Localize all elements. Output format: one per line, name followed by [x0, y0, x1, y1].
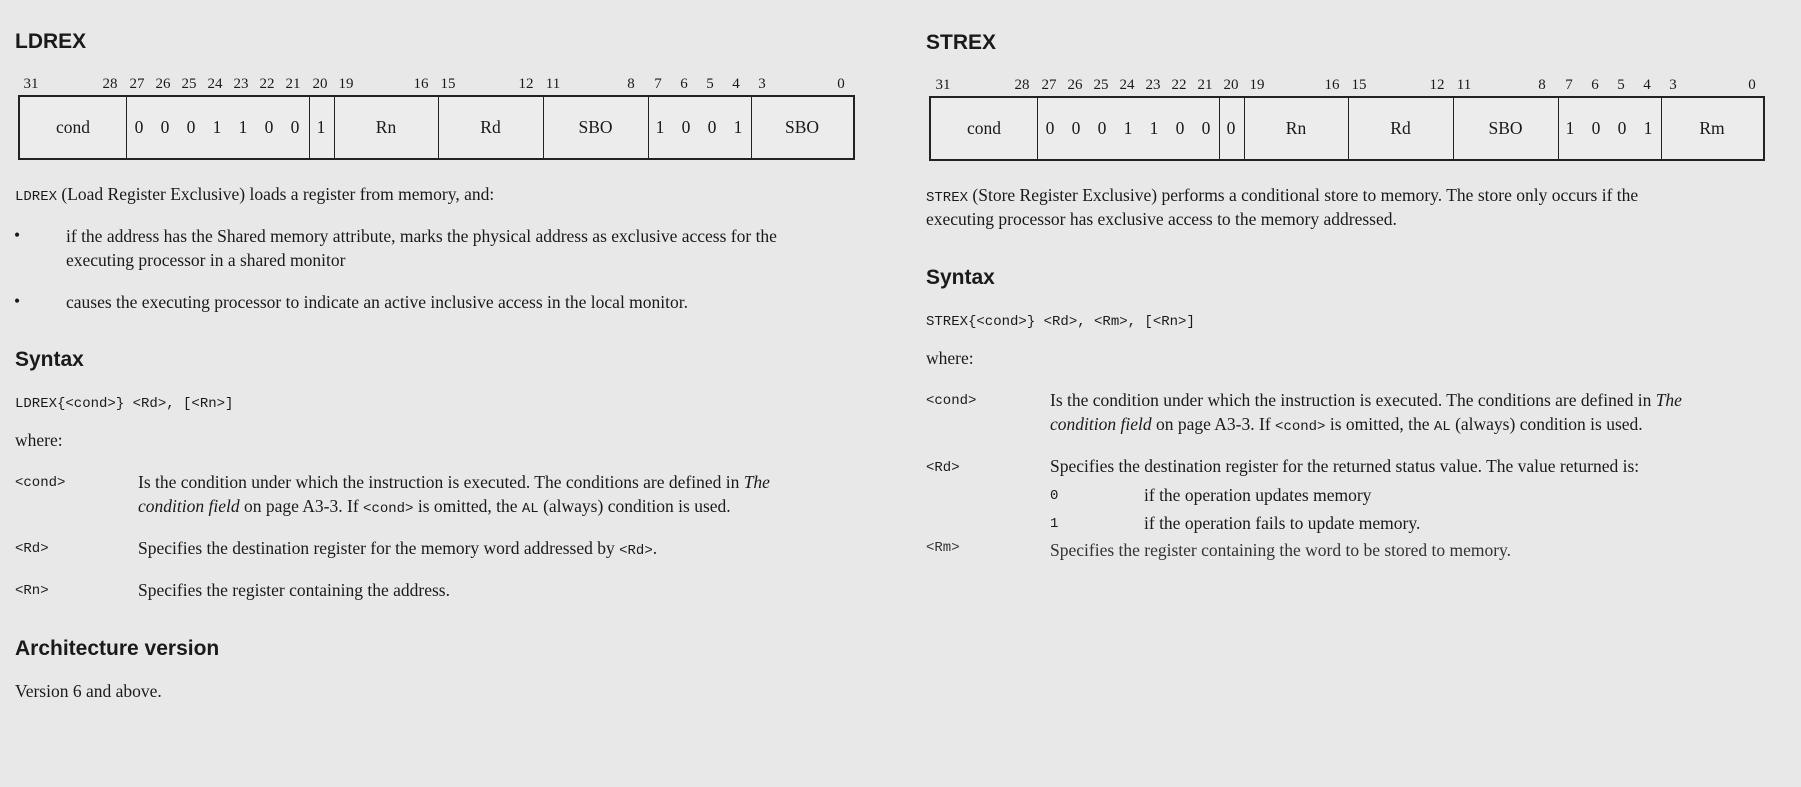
- bit-value: 0: [1175, 118, 1185, 138]
- return-value-1: 1: [1050, 516, 1059, 532]
- bit-label: 5: [1617, 77, 1625, 93]
- bit-value: 0: [264, 117, 274, 137]
- bit-label: 21: [285, 76, 301, 92]
- text: on page A3-3. If: [243, 496, 359, 516]
- bit-value: 0: [186, 117, 196, 137]
- strex-intro-2: executing processor has exclusive access to the memory addressed.: [926, 209, 1397, 229]
- field-rn: Rn: [1285, 118, 1307, 138]
- truncated-definition: [912, 540, 1801, 582]
- field-divider: [648, 97, 649, 158]
- code: AL: [1433, 419, 1451, 435]
- ldrex-intro: [15, 182, 494, 209]
- bit-value: 1: [1565, 118, 1575, 138]
- bit-value: 0: [134, 117, 144, 137]
- bit-value: 1: [238, 117, 248, 137]
- bit-label: 12: [518, 76, 534, 92]
- bit-label: 16: [413, 76, 429, 92]
- bullet-text: if the address has the Shared memory attribute, marks the physical address as exclusive access for the: [66, 226, 777, 246]
- bit-value: 0: [1201, 118, 1211, 138]
- bit-label: 27: [129, 76, 145, 92]
- term-rm: <Rm>: [926, 540, 960, 556]
- bit-label: 31: [935, 77, 951, 93]
- bit-label: 28: [102, 76, 118, 92]
- rd-description: Specifies the destination register for the returned status value. The value returned is:: [1050, 456, 1640, 476]
- text: Is the condition under which the instruction is executed. The conditions are defined in: [1050, 390, 1652, 410]
- bit-label: 24: [1119, 77, 1135, 93]
- bit-label: 23: [1145, 77, 1161, 93]
- bit-label: 19: [338, 76, 354, 92]
- bit-value: 0: [707, 117, 717, 137]
- field-divider: [1558, 98, 1559, 159]
- bit-label: 23: [233, 76, 249, 92]
- bit-label: 28: [1014, 77, 1030, 93]
- bit-label: 15: [1351, 77, 1367, 93]
- mnemonic: LDREX: [15, 189, 58, 205]
- code: <cond>: [363, 501, 414, 517]
- return-value-0: 0: [1050, 488, 1059, 504]
- bit-label: 21: [1197, 77, 1213, 93]
- bit-label: 24: [207, 76, 223, 92]
- architecture-heading: Architecture version: [15, 637, 220, 660]
- bit-label: 3: [758, 76, 766, 92]
- italic-ref: The: [743, 472, 770, 492]
- strex-title: STREX: [926, 31, 997, 54]
- bit-label: 22: [259, 76, 275, 92]
- bit-value: 1: [733, 117, 743, 137]
- bit-label: 3: [1669, 77, 1677, 93]
- bit-label: 11: [545, 76, 561, 92]
- field-divider: [126, 97, 127, 158]
- where-label: where:: [15, 430, 63, 450]
- italic-ref: The: [1655, 390, 1682, 410]
- text: (always) condition is used.: [1455, 414, 1643, 434]
- bit-label: 15: [440, 76, 456, 92]
- term-cond: <cond>: [15, 475, 66, 491]
- mnemonic: STREX: [926, 190, 969, 206]
- text: is omitted, the: [417, 496, 518, 516]
- bit-value: 0: [1617, 118, 1627, 138]
- field-sbo: SBO: [578, 117, 613, 137]
- text: (always) condition is used.: [543, 496, 731, 516]
- italic-ref: condition field: [138, 496, 240, 516]
- bit-value: 1: [655, 117, 665, 137]
- bit-value: 0: [160, 117, 170, 137]
- where-label: where:: [926, 348, 974, 368]
- bit-label: 25: [1093, 77, 1109, 93]
- code: <cond>: [1275, 419, 1326, 435]
- bit-value: 1: [316, 117, 326, 137]
- bit-label: 0: [837, 76, 845, 92]
- bit-value: 1: [1149, 118, 1159, 138]
- field-divider: [1219, 98, 1220, 159]
- syntax-heading: Syntax: [15, 348, 84, 371]
- bit-label: 11: [1456, 77, 1472, 93]
- bullet-icon: •: [14, 225, 21, 245]
- field-rn: Rn: [375, 117, 397, 137]
- bit-value: 0: [1071, 118, 1081, 138]
- syntax-line: LDREX{<cond>} <Rd>, [<Rn>]: [15, 396, 234, 412]
- bit-label: 0: [1748, 77, 1756, 93]
- bit-value: 0: [1045, 118, 1055, 138]
- bit-value: 0: [1097, 118, 1107, 138]
- bit-label: 8: [1538, 77, 1546, 93]
- bit-value: 0: [290, 117, 300, 137]
- field-sbo: SBO: [1488, 118, 1523, 138]
- italic-ref: condition field: [1050, 414, 1152, 434]
- bit-value: 0: [1591, 118, 1601, 138]
- strex-encoding-diagram: [929, 96, 1765, 161]
- architecture-text: Version 6 and above.: [15, 681, 162, 701]
- bit-value: 0: [681, 117, 691, 137]
- bit-label: 7: [1565, 77, 1573, 93]
- bit-label: 26: [1067, 77, 1083, 93]
- ldrex-encoding-diagram: [18, 95, 855, 160]
- bit-label: 27: [1041, 77, 1057, 93]
- term-rd: <Rd>: [15, 541, 49, 557]
- code: AL: [521, 501, 539, 517]
- text: on page A3-3. If: [1155, 414, 1271, 434]
- field-divider: [1037, 98, 1038, 159]
- text: .: [652, 538, 658, 558]
- cond-description: [138, 470, 770, 494]
- bullet-icon: •: [14, 291, 21, 311]
- text: is omitted, the: [1329, 414, 1430, 434]
- bit-label: 25: [181, 76, 197, 92]
- bit-label: 16: [1324, 77, 1340, 93]
- field-rd: Rd: [480, 117, 501, 137]
- field-cond: cond: [966, 118, 1002, 138]
- text: Is the condition under which the instruction is executed. The conditions are defined in: [138, 472, 740, 492]
- rm-description: Specifies the register containing the word to be stored to memory.: [1050, 540, 1512, 560]
- syntax-heading: Syntax: [926, 266, 995, 289]
- rn-description: Specifies the register containing the address.: [138, 580, 450, 600]
- ldrex-title: LDREX: [15, 30, 87, 53]
- bit-value: 0: [1226, 118, 1236, 138]
- term-cond: <cond>: [926, 393, 977, 409]
- return-value-1-text: if the operation fails to update memory.: [1144, 513, 1421, 533]
- bit-label: 31: [23, 76, 39, 92]
- syntax-line: STREX{<cond>} <Rd>, <Rm>, [<Rn>]: [926, 314, 1195, 330]
- intro-text: (Store Register Exclusive) performs a conditional store to memory. The store only occurs if the: [972, 185, 1639, 205]
- text: Specifies the destination register for the memory word addressed by: [138, 538, 615, 558]
- field-cond: cond: [55, 117, 91, 137]
- bit-label: 5: [706, 76, 714, 92]
- cond-description: [1050, 388, 1682, 412]
- bit-label: 6: [680, 76, 688, 92]
- bit-label: 20: [312, 76, 328, 92]
- bit-label: 4: [1643, 77, 1651, 93]
- bullet-text: executing processor in a shared monitor: [66, 250, 346, 270]
- term-rd: <Rd>: [926, 460, 960, 476]
- field-divider: [309, 97, 310, 158]
- bullet-text: causes the executing processor to indicate an active inclusive access in the local monitor.: [66, 292, 689, 312]
- bit-value: 1: [212, 117, 222, 137]
- bit-label: 20: [1223, 77, 1239, 93]
- cond-description-2: [1050, 412, 1643, 439]
- cond-description-2: [138, 494, 731, 521]
- bit-label: 19: [1249, 77, 1265, 93]
- return-value-0-text: if the operation updates memory: [1144, 485, 1372, 505]
- field-rm: Rm: [1699, 118, 1725, 138]
- bit-value: 1: [1643, 118, 1653, 138]
- bit-label: 12: [1429, 77, 1445, 93]
- bit-label: 7: [654, 76, 662, 92]
- bit-label: 6: [1591, 77, 1599, 93]
- bit-label: 8: [627, 76, 635, 92]
- term-rn: <Rn>: [15, 583, 49, 599]
- bit-label: 26: [155, 76, 171, 92]
- bit-label: 4: [732, 76, 740, 92]
- intro-text: (Load Register Exclusive) loads a register from memory, and:: [61, 184, 495, 204]
- bit-value: 1: [1123, 118, 1133, 138]
- bit-label: 22: [1171, 77, 1187, 93]
- field-sbo: SBO: [784, 117, 820, 137]
- strex-intro: [926, 183, 1638, 210]
- code: <Rd>: [619, 543, 653, 559]
- field-rd: Rd: [1390, 118, 1411, 138]
- rd-description: [138, 536, 657, 563]
